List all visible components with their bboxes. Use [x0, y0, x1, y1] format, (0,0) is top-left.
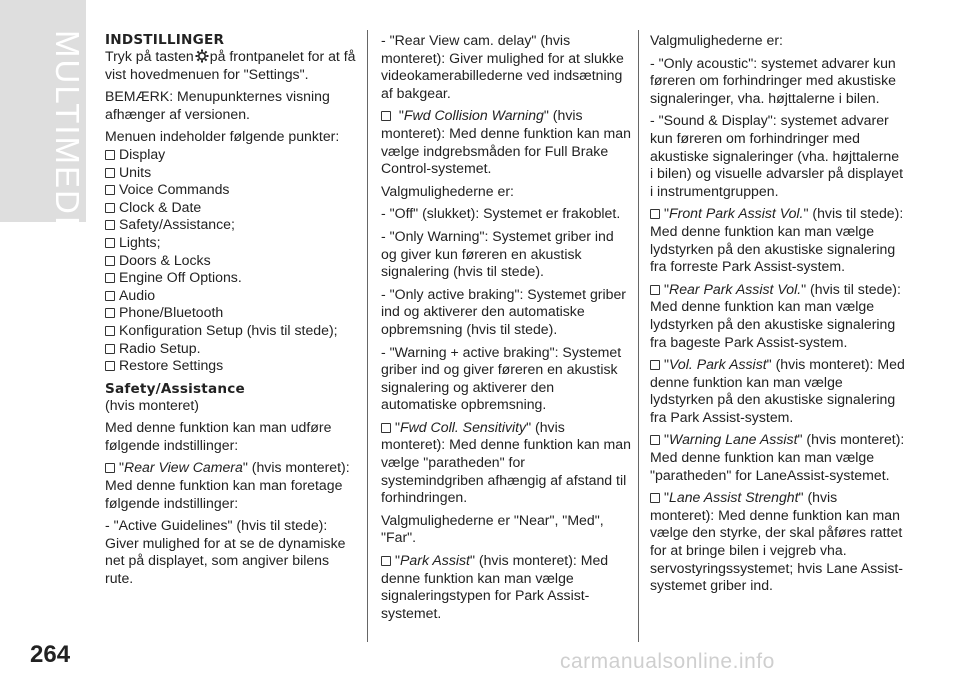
menu-item: Engine Off Options.	[105, 269, 357, 287]
checkbox-bullet-icon	[381, 111, 391, 121]
checkbox-bullet-icon	[105, 256, 115, 266]
column-divider	[367, 30, 368, 642]
checkbox-bullet-icon	[105, 344, 115, 354]
section-intro: Med denne funktion kan man udføre følgende indstillinger:	[105, 419, 332, 453]
checkbox-bullet-icon	[650, 209, 660, 219]
options-label: Valgmulighederne er:	[650, 32, 783, 48]
column-divider	[638, 30, 639, 642]
checkbox-bullet-icon	[105, 291, 115, 301]
page-number: 264	[30, 641, 71, 668]
checkbox-bullet-icon	[105, 308, 115, 318]
cam-delay-paragraph: - "Rear View cam. delay" (hvis monteret): Giver mulighed for at slukke videokamerabillederne ved indsætning af bakgear.	[381, 32, 624, 101]
section-heading-safety: Safety/Assistance	[105, 380, 245, 397]
menu-item: Radio Setup.	[105, 340, 357, 358]
checkbox-bullet-icon	[650, 360, 660, 370]
section-heading-settings: INDSTILLINGER	[105, 32, 225, 48]
chapter-side-tab	[0, 0, 86, 252]
menu-list	[105, 146, 357, 375]
fwd-coll-sensitivity-paragraph: "Fwd Coll. Sensitivity" (hvis monteret): Med denne funktion kan man vælge "paratheden" for systemindgriben afhængig af afstand til forhindringen.	[381, 418, 631, 506]
warning-lane-assist-paragraph: "Warning Lane Assist" (hvis monteret): Med denne funktion kan man vælge "paratheden" for LaneAssist-systemet.	[650, 431, 905, 483]
checkbox-bullet-icon	[105, 220, 115, 230]
checkbox-bullet-icon	[105, 203, 115, 213]
menu-item: Clock & Date	[105, 199, 357, 217]
note-paragraph: BEMÆRK: Menupunkternes visning afhænger af versionen.	[105, 88, 330, 122]
option-sound-display: - "Sound & Display": systemet advarer kun føreren om forhindringer med akustiske signaleringer (vha. højttalerne i bilen) og visuelle advarsler på displayet i instrumentgruppen.	[650, 112, 904, 199]
checkbox-bullet-icon	[381, 423, 391, 433]
menu-item: Safety/Assistance;	[105, 216, 357, 234]
rear-view-camera-paragraph: "Rear View Camera" (hvis monteret): Med denne funktion kan man foretage følgende indstillinger:	[105, 459, 350, 511]
checkbox-bullet-icon	[381, 556, 391, 566]
column-2	[381, 32, 631, 627]
option-off: - "Off" (slukket): Systemet er frakoblet.	[381, 205, 621, 222]
rear-park-assist-vol-paragraph: "Rear Park Assist Vol." (hvis til stede): Med denne funktion kan man vælge lydstyrken på den akustiske signalering fra bageste Park Assist-system.	[650, 280, 901, 350]
checkbox-bullet-icon	[105, 361, 115, 371]
park-assist-paragraph: "Park Assist" (hvis monteret): Med denne funktion kan man vælge signaleringstypen for Park Assist-systemet.	[381, 552, 609, 621]
menu-item: Restore Settings	[105, 357, 357, 375]
checkbox-bullet-icon	[650, 285, 660, 295]
watermark: carmanualsonline.info	[560, 650, 775, 673]
checkbox-bullet-icon	[105, 238, 115, 248]
menu-item: Display	[105, 146, 357, 164]
menu-item: Audio	[105, 287, 357, 305]
front-park-assist-vol-paragraph: "Front Park Assist Vol." (hvis til stede): Med denne funktion kan man vælge lydstyrken på den akustiske signalering fra forreste Park Assist-system.	[650, 205, 904, 275]
menu-intro: Menuen indeholder følgende punkter:	[105, 128, 340, 145]
intro-paragraph: Tryk på tasten på frontpanelet for at få vist hovedmenuen for "Settings".	[105, 48, 356, 82]
checkbox-bullet-icon	[105, 150, 115, 160]
option-only-braking: - "Only active braking": Systemet griber ind og aktiverer den automatiske opbremsning (hvis til stede).	[381, 285, 626, 337]
lane-assist-strength-paragraph: "Lane Assist Strenght" (hvis monteret): Med denne funktion kan man vælge den styrke, der skal påføres rattet for at bringe bilen i vejgreb vha. servostyringssystemet; hvis Lane Assist-systemet griber ind.	[650, 489, 903, 594]
vol-park-assist-paragraph: "Vol. Park Assist" (hvis monteret): Med denne funktion kan man vælge lydstyrken på den akustiske signalering fra Park Assist-system.	[650, 356, 905, 425]
checkbox-bullet-icon	[105, 273, 115, 283]
menu-item: Lights;	[105, 234, 357, 252]
near-med-far-paragraph: Valgmulighederne er "Near", "Med", "Far".	[381, 511, 604, 546]
chapter-title: MULTIMEDIE	[49, 30, 86, 252]
checkbox-bullet-icon	[105, 463, 115, 473]
checkbox-bullet-icon	[650, 435, 660, 445]
checkbox-bullet-icon	[105, 168, 115, 178]
settings-gear-icon	[195, 49, 209, 63]
option-only-warning: - "Only Warning": Systemet griber ind og giver kun føreren en akustisk signalering (hvis til stede).	[381, 227, 614, 280]
menu-item: Voice Commands	[105, 181, 357, 199]
menu-item: Units	[105, 164, 357, 182]
option-warning-braking: - "Warning + active braking": Systemet griber ind og giver føreren en akustisk signalering og aktiverer den automatiske opbremsning.	[381, 343, 622, 413]
fwd-collision-warning-paragraph: "Fwd Collision Warning" (hvis monteret): Med denne funktion kan man vælge indgrebsmåden for Full Brake Control-systemet.	[381, 107, 631, 177]
checkbox-bullet-icon	[650, 493, 660, 503]
menu-item: Konfiguration Setup (hvis til stede);	[105, 322, 357, 340]
active-guidelines-paragraph: - "Active Guidelines" (hvis til stede): Giver mulighed for at se de dynamiske net på displayet, som angiver bilens rute.	[105, 517, 346, 587]
option-only-acoustic: - "Only acoustic": systemet advarer kun føreren om forhindringer med akustiske signaleringer, vha. højttalerne i bilen.	[650, 54, 896, 106]
column-1	[105, 32, 357, 593]
column-3	[650, 32, 905, 600]
section-subheading: (hvis monteret)	[105, 396, 199, 413]
checkbox-bullet-icon	[105, 185, 115, 195]
menu-item: Phone/Bluetooth	[105, 304, 357, 322]
menu-item: Doors & Locks	[105, 252, 357, 270]
options-label: Valgmulighederne er:	[381, 182, 514, 199]
checkbox-bullet-icon	[105, 326, 115, 336]
